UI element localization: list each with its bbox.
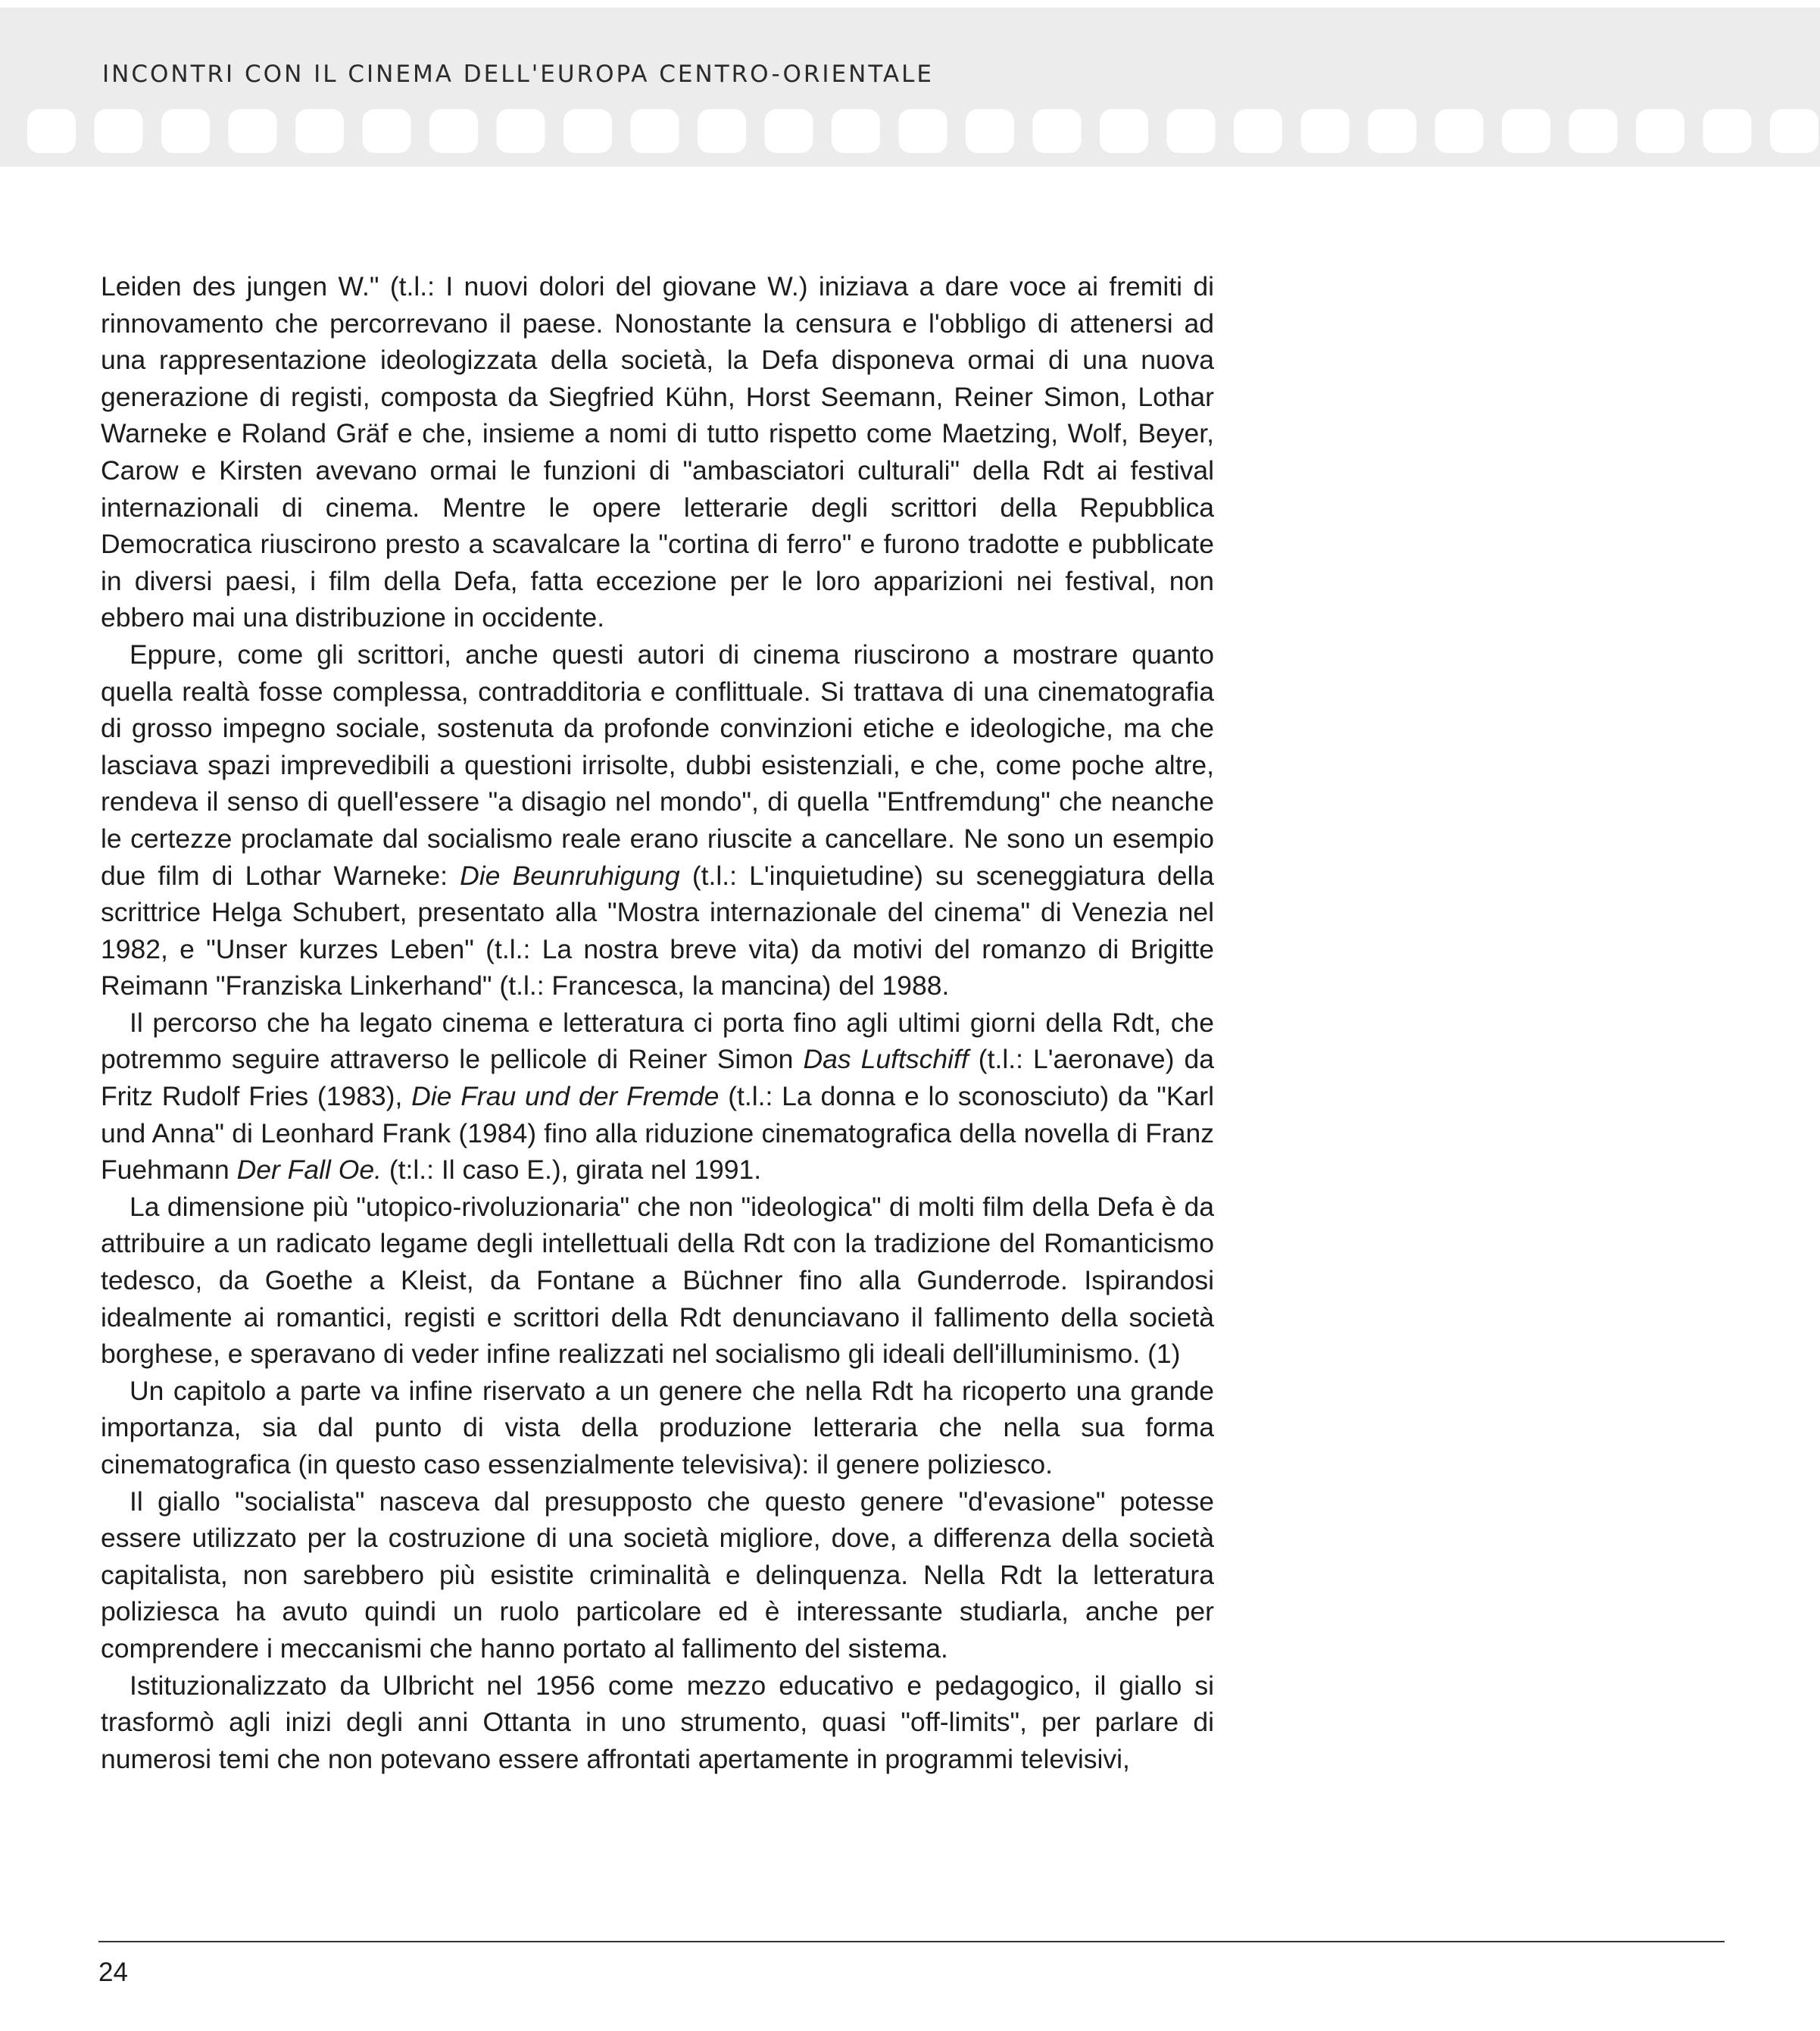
text-run: (t.l.: L'aeronave) da Fritz Rudolf Fries (1983), <box>101 1044 1214 1112</box>
text-run: Leiden des jungen W." (t.l.: I nuovi dolori del giovane W.) iniziava a dare voce ai fremiti di rinnovamento che percorrevano il paese. Nonostante la censura e l'obbligo di attenersi ad una rappresentazione ideologizzata della società, la Defa disponeva ormai di una nuova generazione di registi, composta da Siegfried Kühn, Horst Seemann, Reiner Simon, Lothar Warneke e Roland Gräf e che, insieme a nomi di tutto rispetto come Maetzing, Wolf, Beyer, Carow e Kirsten avevano ormai le funzioni di "ambasciatori culturali" della Rdt ai festival internazionali di cinema. Mentre le opere letterarie degli scrittori della Repubblica Democratica riuscirono presto a scavalcare la "cortina di ferro" e furono tradotte e pubblicate in diversi paesi, i film della Defa, fatta eccezione per le loro apparizioni nei festival, non ebbero mai una distribuzione in occidente. <box>101 271 1214 633</box>
film-perforation <box>1301 109 1350 153</box>
film-perforation <box>95 109 143 153</box>
film-perforation <box>966 109 1014 153</box>
film-perforation <box>229 109 277 153</box>
text-run: Eppure, come gli scrittori, anche questi autori di cinema riuscirono a mostrare quanto quella realtà fosse complessa, contradditoria e conflittuale. Si trattava di una cinematografia di grosso impegno sociale, sostenuta da profonde convinzioni etiche e ideologiche, ma che lasciava spazi imprevedibili a questioni irrisolte, dubbi esistenziali, e che, come poche altre, rendeva il senso di quell'essere "a disagio nel mondo", di quella "Entfremdung" che neanche le certezze proclamate dal socialismo reale erano riuscite a cancellare. Ne sono un esempio due film di Lothar Warneke: <box>101 639 1214 891</box>
film-perforation <box>1435 109 1484 153</box>
article-body <box>101 268 1214 1777</box>
text-run: (t.l.: La donna e lo sconosciuto) da "Karl und Anna" di Leonhard Frank (1984) fino alla riduzione cinematografica della novella di Franz Fuehmann <box>101 1081 1215 1186</box>
text-run: Il giallo "socialista" nasceva dal presupposto che questo genere "d'evasione" potesse essere utilizzato per la costruzione di una società migliore, dove, a differenza della società capitalista, non sarebbero più esistite criminalità e delinquenza. Nella Rdt la letteratura poliziesca ha avuto quindi un ruolo particolare ed è interessante studiarla, anche per comprendere i meccanismi che hanno portato al fallimento del sistema. <box>101 1486 1214 1664</box>
film-title-italic: Die Beunruhigung <box>460 860 680 891</box>
film-perforation <box>1502 109 1550 153</box>
text-run: (t:l.: Il caso E.), girata nel 1991. <box>381 1155 762 1186</box>
text-run: Il percorso che ha legato cinema e letteratura ci porta fino agli ultimi giorni della Rdt, che potremmo seguire attraverso le pellicole di Reiner Simon <box>101 1007 1214 1075</box>
film-perforation <box>1234 109 1282 153</box>
film-perforation <box>27 109 76 153</box>
film-perforation <box>429 109 478 153</box>
film-perforation <box>497 109 545 153</box>
film-perforation <box>899 109 947 153</box>
film-perforation <box>1368 109 1416 153</box>
film-perforation <box>1100 109 1148 153</box>
paragraph <box>101 268 1214 636</box>
page-number: 24 <box>98 1958 128 1987</box>
text-run: Istituzionalizzato da Ulbricht nel 1956 come mezzo educativo e pedagogico, il giallo si trasformò agli inizi degli anni Ottanta in uno strumento, quasi "off-limits", per parlare di numerosi temi che non potevano essere affrontati apertamente in programmi televisivi, <box>101 1670 1214 1774</box>
film-perforation <box>161 109 210 153</box>
film-perforation <box>1703 109 1752 153</box>
film-perforation <box>1167 109 1216 153</box>
paragraph <box>101 1189 1214 1373</box>
film-perforation <box>563 109 612 153</box>
paragraph <box>101 1005 1214 1189</box>
film-perforation <box>631 109 679 153</box>
film-title-italic: Die Frau und der Fremde <box>411 1081 720 1112</box>
film-title-italic: Das Luftschiff <box>803 1044 969 1075</box>
film-perforation <box>1770 109 1818 153</box>
text-run: La dimensione più "utopico-rivoluzionaria" che non "ideologica" di molti film della Defa è da attribuire a un radicato legame degli intellettuali della Rdt con la tradizione del Romanticismo tedesco, da Goethe a Kleist, da Fontane a Büchner fino alla Gunderrode. Ispirandosi idealmente ai romantici, registi e scrittori della Rdt denunciavano il fallimento della società borghese, e speravano di veder infine realizzati nel socialismo gli ideali dell'illuminismo. (1) <box>101 1191 1214 1370</box>
film-perforation <box>295 109 344 153</box>
film-perforation <box>832 109 880 153</box>
film-perforation <box>363 109 411 153</box>
film-perforation <box>1033 109 1082 153</box>
film-perforation <box>1569 109 1618 153</box>
film-title-italic: Der Fall Oe. <box>236 1155 382 1186</box>
paragraph <box>101 1483 1214 1667</box>
film-perforation <box>698 109 746 153</box>
film-strip-decoration <box>0 107 1820 155</box>
header-band <box>0 8 1820 167</box>
film-perforation <box>1636 109 1684 153</box>
footer-divider <box>98 1941 1725 1942</box>
paragraph <box>101 1667 1214 1778</box>
film-perforation <box>765 109 813 153</box>
paragraph <box>101 636 1214 1005</box>
paragraph <box>101 1373 1214 1483</box>
text-run: (t.l.: L'inquietudine) su sceneggiatura della scrittrice Helga Schubert, presentato alla "Mostra internazionale del cinema" di Venezia nel 1982, e "Unser kurzes Leben" (t.l.: La nostra breve vita) da motivi del romanzo di Brigitte Reimann "Franziska Linkerhand" (t.l.: Francesca, la mancina) del 1988. <box>101 860 1214 1001</box>
text-run: Un capitolo a parte va infine riservato a un genere che nella Rdt ha ricoperto una grande importanza, sia dal punto di vista della produzione letteraria che nella sua forma cinematografica (in questo caso essenzialmente televisiva): il genere poliziesco. <box>101 1375 1214 1480</box>
running-header: INCONTRI CON IL CINEMA DELL'EUROPA CENTRO-ORIENTALE <box>102 61 934 88</box>
film-perforations-icon <box>0 107 1820 155</box>
